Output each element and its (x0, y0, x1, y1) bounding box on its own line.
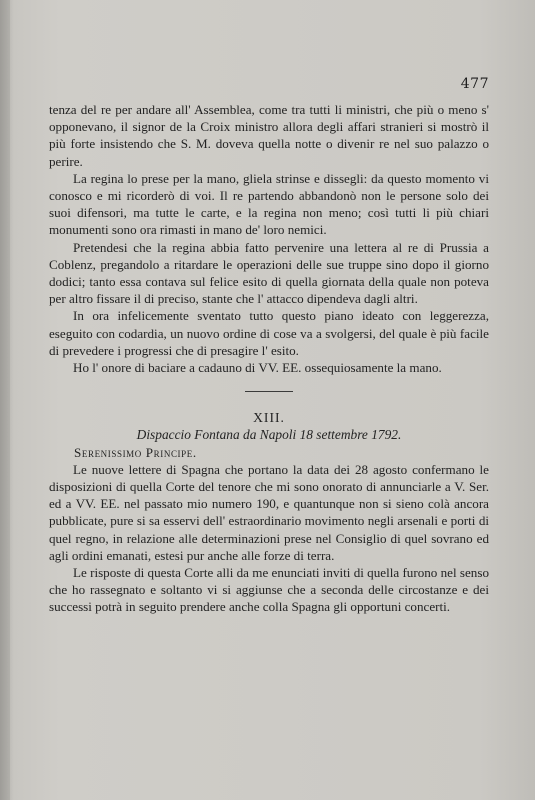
paragraph: Pretendesi che la regina abbia fatto pervenire una lettera al re di Prussia a Coblenz, pregandolo a ritardare le operazioni delle sue truppe sino dopo il giorno dodici; tanto essa contava sul felice esito di quella giornata della quale non poteva per altro fissare il di preciso, stante che l' attacco dipendeva dagli altri. (49, 239, 489, 307)
dispatch-title: Dispaccio Fontana da Napoli 18 settembre 1792. (136, 427, 402, 443)
paragraph: In ora infelicemente sventato tutto questo piano ideato con leggerezza, eseguito con codardia, un nuovo ordine di cose va a svolgersi, del quale è più facile di prevedere i progressi che di presagire l' esito. (49, 308, 489, 358)
salutation: Serenissimo Principe. (74, 444, 197, 460)
section-number-heading: XIII. (253, 410, 285, 426)
paragraph: La regina lo prese per la mano, gliela strinse e dissegli: da questo momento vi conosco e mi ricorderò di voi. Il re partendo abbandonò non le persone solo dei suoi difensori, ma tutte le carte, e la regina non meno; così tutti li più chiari monumenti sono ora rimasti in mano de' loro nemici. (49, 170, 489, 238)
page-number: 477 (460, 76, 489, 92)
section-divider (245, 391, 293, 392)
closing-paragraph: Ho l' onore di baciare a cadauno di VV. EE. ossequiosamente la mano. (73, 360, 442, 376)
paragraph-continuation: tenza del re per andare all' Assemblea, come tra tutti li ministri, che più o meno s' opponevano, il signor de la Croix ministro allora degli affari stranieri si mostrò il più forte insistendo che S. M. doveva quella notte o divenir re nel suo palazzo o perire. (49, 102, 489, 169)
paragraph: Le nuove lettere di Spagna che portano la data dei 28 agosto confermano le disposizioni di quella Corte del tenore che mi sono onorato di annunciarle a V. Ser. ed a VV. EE. nel passato mio numero 190, e quantunque non si sieno colà ancora pubblicate, pure si sa esservi dell' estraordinario movimento negli arsenali e porti di quel regno, in relazione alle determinazioni prese nel Consiglio di quel sovrano ed agli ordini emanati, estesi pur anche alle forze di terra. (49, 461, 489, 563)
page-body (49, 101, 489, 616)
page-gutter-shadow (0, 0, 10, 800)
paragraph: Le risposte di questa Corte alli da me enunciati inviti di quella furono nel senso che ho rassegnato e soltanto vi si aggiunse che a seconda delle circostanze e dei successi potrà in seguito prendere anche colla Spagna gli opportuni concerti. (49, 565, 489, 615)
